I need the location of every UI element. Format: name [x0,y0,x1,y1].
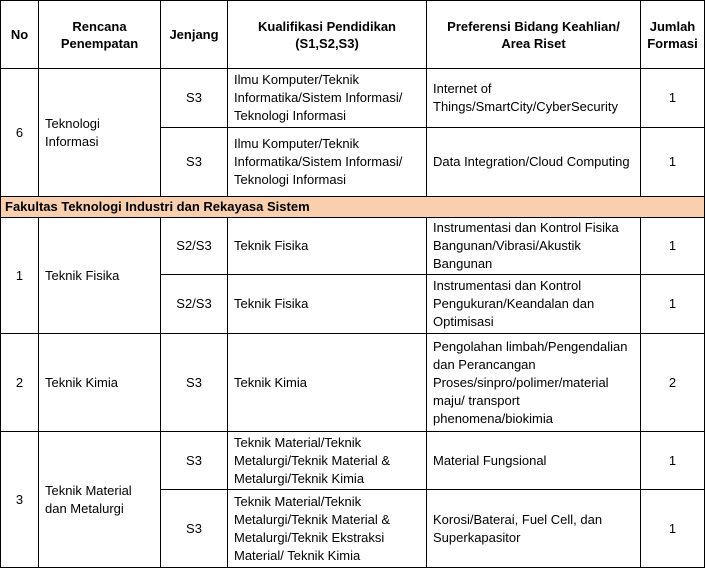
row-preference: Pengolahan limbah/Pengendalian dan Perancangan Proses/sinpro/polimer/material maju/ transport phenomena/biokimia [427,334,641,432]
table-row [1,69,705,128]
row-count: 1 [641,275,705,334]
header-qualification: Kualifikasi Pendidikan (S1,S2,S3) [228,1,427,69]
row-count: 1 [641,128,705,197]
row-count: 2 [641,334,705,432]
row-qualification: Ilmu Komputer/Teknik Informatika/Sistem Informasi/ Teknologi Informasi [228,69,427,128]
row-qualification: Teknik Fisika [228,218,427,275]
header-row [1,1,705,69]
row-level: S3 [161,432,228,490]
header-no: No [1,1,39,69]
row-qualification: Ilmu Komputer/Teknik Informatika/Sistem Informasi/ Teknologi Informasi [228,128,427,197]
header-level: Jenjang [161,1,228,69]
faculty-section-title: Fakultas Teknologi Industri dan Rekayasa Sistem [1,197,705,218]
row-count: 1 [641,490,705,568]
table-row [1,218,705,275]
row-placement: Teknik Material dan Metalurgi [39,432,161,568]
table-row [1,432,705,490]
row-preference: Instrumentasi dan Kontrol Fisika Bangunan/Vibrasi/Akustik Bangunan [427,218,641,275]
row-preference: Internet of Things/SmartCity/CyberSecurity [427,69,641,128]
row-count: 1 [641,432,705,490]
row-placement: Teknik Fisika [39,218,161,334]
row-qualification: Teknik Kimia [228,334,427,432]
row-qualification: Teknik Material/Teknik Metalurgi/Teknik Material & Metalurgi/Teknik Kimia [228,432,427,490]
header-placement: Rencana Penempatan [39,1,161,69]
row-placement: Teknologi Informasi [39,69,161,197]
row-level: S3 [161,128,228,197]
table-row [1,334,705,432]
row-level: S3 [161,334,228,432]
row-level: S2/S3 [161,275,228,334]
row-count: 1 [641,69,705,128]
row-no: 1 [1,218,39,334]
header-count: Jumlah Formasi [641,1,705,69]
row-placement: Teknik Kimia [39,334,161,432]
row-qualification: Teknik Fisika [228,275,427,334]
row-preference: Data Integration/Cloud Computing [427,128,641,197]
row-preference: Material Fungsional [427,432,641,490]
row-level: S3 [161,69,228,128]
row-no: 6 [1,69,39,197]
faculty-section-row [1,197,705,218]
header-preference: Preferensi Bidang Keahlian/ Area Riset [427,1,641,69]
row-count: 1 [641,218,705,275]
row-level: S2/S3 [161,218,228,275]
row-preference: Korosi/Baterai, Fuel Cell, dan Superkapasitor [427,490,641,568]
row-preference: Instrumentasi dan Kontrol Pengukuran/Keandalan dan Optimisasi [427,275,641,334]
row-no: 2 [1,334,39,432]
row-no: 3 [1,432,39,568]
row-level: S3 [161,490,228,568]
row-qualification: Teknik Material/Teknik Metalurgi/Teknik Material & Metalurgi/Teknik Ekstraksi Material/ Teknik Kimia [228,490,427,568]
